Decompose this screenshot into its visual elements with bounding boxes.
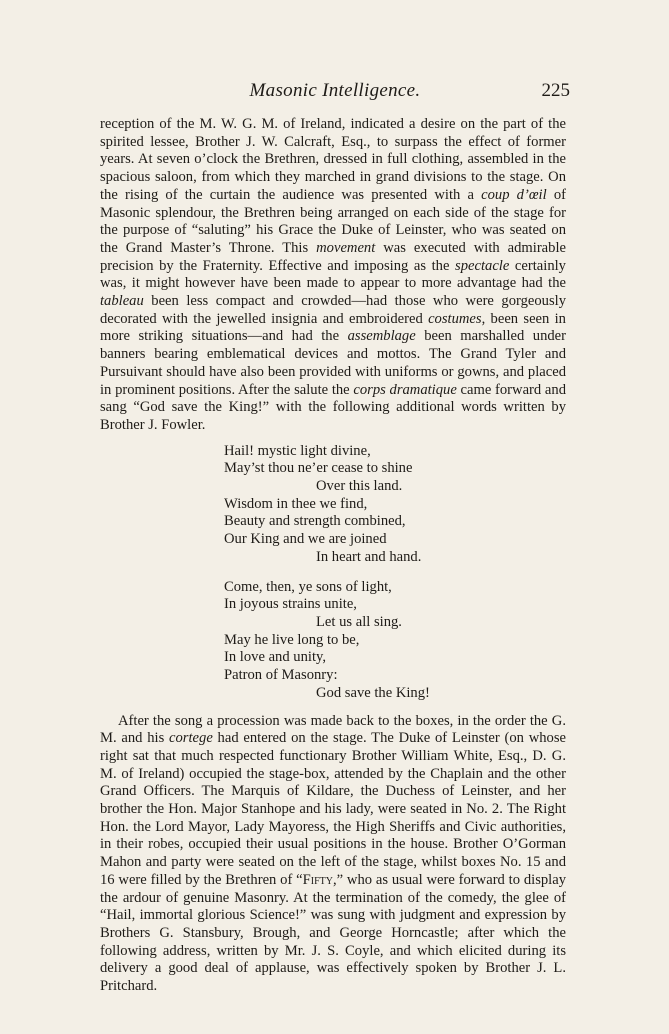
verse-line: Beauty and strength combined, [224, 513, 406, 530]
running-head [100, 80, 570, 106]
verse-line: In joyous strains unite, [224, 596, 357, 613]
verse-line: May he live long to be, [224, 631, 360, 648]
anthem-verse [100, 443, 566, 703]
stanza-1 [224, 443, 566, 567]
body-text [100, 116, 566, 996]
italic-phrase: tableau [100, 293, 144, 310]
verse-line: Hail! mystic light divine, [224, 442, 371, 459]
stanza-2 [224, 579, 566, 703]
running-title: Masonic Intelligence. [249, 80, 421, 101]
italic-phrase: spectacle [455, 257, 510, 274]
verse-line: Wisdom in thee we find, [224, 495, 368, 512]
paragraph-reception: reception of the M. W. G. M. of Ireland, indicated a desire on the part of the spirited lessee, Brother J. W. Calcraft, Esq., to surpass the effect of former years. At seven o’clock the Brethren, dressed in full clothing, assembled in the spacious saloon, from which they marched in grand divisions to the stage. On the rising of the curtain the audience was presented with a coup d’œil of Masonic splendour, the Brethren being arranged on each side of the stage for the purpose of “saluting” his Grace the Duke of Leinster, who was seated on the Grand Master’s Throne. This movement was executed with admirable precision by the Fraternity. Effective and imposing as the spectacle certainly was, it might however have been made to appear to more advantage had the tableau been less compact and crowded—had those who were gorgeously decorated with the jewelled insignia and embroidered costumes, been seen in more striking situations—and had the assemblage been marshalled under banners bearing emblematical devices and mottos. The Grand Tyler and Pursuivant should have also been provided with uniforms or gowns, and placed in prominent positions. After the salute the corps dramatique came forward and sang “God save the King!” with the following additional words written by Brother J. Fowler. [100, 116, 566, 433]
verse-line: Over this land. [316, 478, 403, 495]
verse-line: Come, then, ye sons of light, [224, 578, 392, 595]
page-number: 225 [541, 80, 570, 101]
italic-phrase: corps dramatique [353, 381, 457, 398]
verse-line: Patron of Masonry: [224, 667, 338, 684]
verse-line: Our King and we are joined [224, 531, 387, 548]
paragraph-procession: After the song a procession was made back to the boxes, in the order the G. M. and his cortege had entered on the stage. The Duke of Leinster (on whose right sat that much respected functionary Brother William White, Esq., D. G. M. of Ireland) occupied the stage-box, attended by the Chaplain and the other Grand Officers. The Marquis of Kildare, the Duchess of Leinster, and her brother the Hon. Major Stanhope and his lady, were seated in No. 2. The Right Hon. the Lord Mayor, Lady Mayoress, the High Sheriffs and Civic authorities, in their robes, occupied their usual positions in the house. Brother O’Gorman Mahon and party were seated on the left of the stage, whilst boxes No. 15 and 16 were filled by the Brethren of “Fifty,” who as usual were forward to display the ardour of genuine Masonry. At the termination of the comedy, the glee of “Hail, immortal glorious Science!” was sung with judgment and expression by Brothers G. Stansbury, Brough, and George Horncastle; after which the following address, written by Mr. J. S. Coyle, and which elicited during its delivery a good deal of applause, was effectively spoken by Brother J. L. Pritchard. [100, 712, 567, 995]
italic-phrase: coup d’œil [481, 186, 547, 203]
small-caps-word: Fifty [302, 871, 333, 888]
verse-line: May’st thou ne’er cease to shine [224, 460, 413, 477]
italic-phrase: movement [316, 239, 376, 256]
verse-line: In heart and hand. [316, 548, 422, 565]
italic-phrase: cortege [169, 730, 213, 747]
verse-line: In love and unity, [224, 649, 326, 666]
italic-phrase: costumes [428, 310, 482, 327]
italic-phrase: assemblage [347, 328, 416, 345]
verse-line: God save the King! [316, 684, 430, 701]
verse-line: Let us all sing. [316, 613, 402, 630]
